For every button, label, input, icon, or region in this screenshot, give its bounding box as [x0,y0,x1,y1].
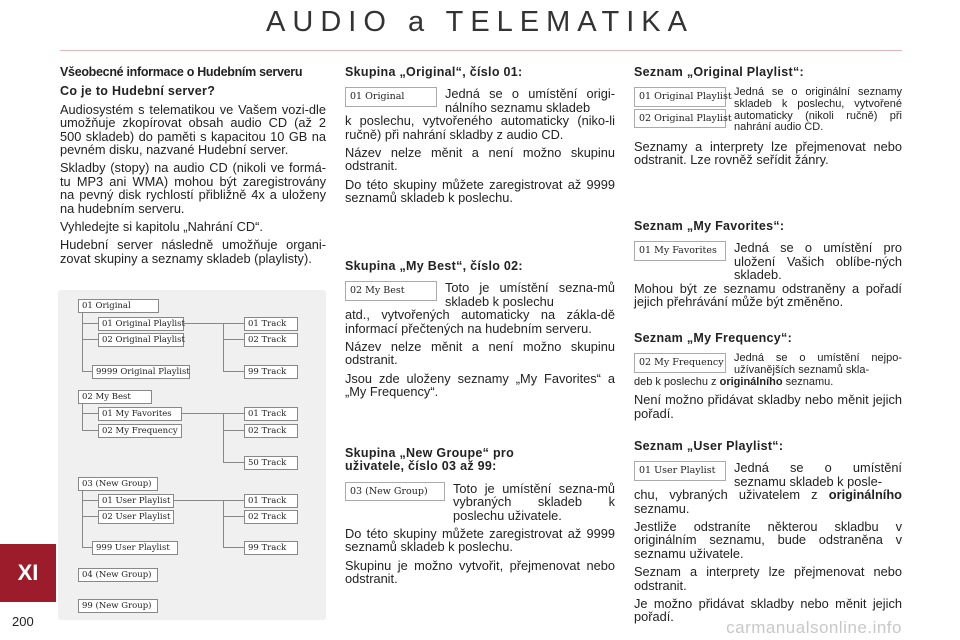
paragraph: Jedná se o umístění seznamu skladeb k posle- [734,460,902,489]
music-server-structure-diagram [58,290,326,620]
group-label-box: 02 My Best [345,281,437,300]
diagram-playlist: 01 User Playlist [98,494,174,508]
left-column [60,66,326,270]
section-heading: Seznam „Original Playlist“: [634,65,804,79]
diagram-track: 02 Track [244,510,298,524]
diagram-group-02: 02 My Best [78,390,152,404]
paragraph: Audiosystém s telematikou ve Vašem vozi-dle umožňuje zkopírovat obsah audio CD (až 2 500 skladeb) do paměti s kapacitou 10 GB na pevném disku, nazvané Hudební server. [60,101,326,158]
paragraph: Hudební server následně umožňuje organi-zovat skupiny a seznamy skladeb (playlisty). [60,237,326,266]
diagram-group-99: 99 (New Group) [78,599,158,613]
section-subheading: Co je to Hudební server? [60,84,216,99]
text: seznamu. [634,500,690,516]
section-heading: Seznam „User Playlist“: [634,439,784,453]
paragraph: Je možno přidávat skladby nebo měnit jejich pořadí. [634,596,902,625]
paragraph: Mohou být ze seznamu odstraněny a pořadí jejich přehrávání může být změněno. [634,280,902,310]
diagram-playlist: 01 Original Playlist [98,317,184,331]
section-heading: Skupina „New Groupe“ pro uživatele, číslo 03 až 99: [345,446,515,474]
right-column-section-4 [634,440,902,629]
diagram-track: 02 Track [244,333,298,347]
page-title: AUDIO a TELEMATIKA [266,6,694,38]
diagram-playlist: 02 Original Playlist [98,333,184,347]
right-column-section-3 [634,332,902,425]
middle-column-section-2 [345,260,615,404]
diagram-playlist: 01 My Favorites [98,407,182,421]
diagram-track: 02 Track [244,424,298,438]
text: chu, vybraných uživatelem z [634,487,829,503]
diagram-track: 01 Track [244,494,298,508]
diagram-playlist: 02 My Frequency [98,424,182,438]
section-heading: Seznam „My Frequency“: [634,331,793,345]
paragraph: Jedná se o umístění origi-nálního seznamu skladeb [445,86,615,115]
playlist-label-box: 02 Original Playlist [634,109,726,128]
paragraph: Jsou zde uloženy seznamy „My Favorites“ a „My Frequency“. [345,370,615,400]
diagram-track: 01 Track [244,317,298,331]
paragraph: Do této skupiny můžete zaregistrovat až 9999 seznamů skladeb k poslechu. [345,176,615,206]
text: seznamu. [782,375,834,388]
diagram-track: 99 Track [244,541,298,555]
diagram-group-03: 03 (New Group) [78,477,158,491]
diagram-playlist: 02 User Playlist [98,510,174,524]
paragraph: Skupinu je možno vytvořit, přejmenovat nebo odstranit. [345,557,615,587]
diagram-track: 99 Track [244,365,298,379]
diagram-playlist: 999 User Playlist [92,541,178,555]
text: deb k poslechu z [634,375,720,388]
right-column [634,66,902,172]
paragraph: Jedná se o umístění pro uložení Vašich oblíbe-ných skladeb. [734,240,902,283]
section-heading: Všeobecné informace o Hudebním serveru [60,65,303,79]
section-heading: Skupina „My Best“, číslo 02: [345,259,523,273]
chapter-tab: XI [0,544,56,602]
paragraph: Jedná se o umístění nejpo-užívanějších seznamů skla- [734,352,902,376]
paragraph: atd., vytvořených automaticky na zákla-dě informací přečtených na hudebním serveru. [345,307,615,336]
paragraph: Název nelze měnit a není možno skupinu odstranit. [345,339,615,368]
paragraph: Název nelze měnit a není možno skupinu odstranit. [345,145,615,174]
diagram-group-01: 01 Original [78,299,159,313]
paragraph: Není možno přidávat skladby nebo měnit jejich pořadí. [634,392,902,421]
emphasis: originálního [828,487,902,503]
middle-column-section-3 [345,447,615,591]
group-label-box: 03 (New Group) [345,482,445,501]
section-heading: Skupina „Original“, číslo 01: [345,65,523,79]
playlist-label-box: 02 My Frequency [634,353,726,372]
paragraph: Do této skupiny můžete zaregistrovat až 9999 seznamů skladeb k poslechu. [345,526,615,555]
paragraph: Jedná se o originální seznamy skladeb k poslechu, vytvořené automaticky (nikoli ručně) při nahrání audio CD. [734,86,902,134]
emphasis: originálního [719,375,783,388]
playlist-label-box: 01 User Playlist [634,461,726,480]
diagram-track: 50 Track [244,456,298,470]
paragraph: k poslechu, vytvořeného automaticky (niko-li ručně) při nahrání skladby z audio CD. [345,113,615,142]
playlist-label-box: 01 Original Playlist [634,87,726,106]
paragraph [634,488,902,515]
title-divider [60,50,902,51]
right-column-section-2 [634,220,902,313]
group-label-box: 01 Original [345,87,437,106]
diagram-playlist: 9999 Original Playlist [92,365,190,379]
watermark: carmanualsonline.info [726,618,902,637]
paragraph: Seznam a interprety lze přejmenovat nebo odstranit. [634,564,902,593]
paragraph: Toto je umístění sezna-mů skladeb k poslechu [445,280,615,309]
paragraph: Jestliže odstraníte některou skladbu v originálním seznamu, bude odstraněna v seznamu uživatele. [634,519,902,561]
paragraph [634,377,902,389]
paragraph: Skladby (stopy) na audio CD (nikoli ve formá-tu MP3 ani WMA) mohou být zaregistrovány na pevný disk rychlostí přibližně 4x a uloženy na hudebním serveru. [60,160,326,216]
paragraph: Toto je umístění sezna-mů vybraných skladeb k poslechu uživatele. [453,480,615,523]
page-number: 200 [12,614,34,629]
paragraph: Vyhledejte si kapitolu „Nahrání CD“. [60,219,263,235]
playlist-label-box: 01 My Favorites [634,241,726,260]
middle-column [345,66,615,210]
paragraph: Seznamy a interprety lze přejmenovat nebo odstranit. Lze rovněž seřídit žánry. [634,138,902,168]
diagram-group-04: 04 (New Group) [78,568,158,582]
section-heading: Seznam „My Favorites“: [634,219,785,233]
diagram-track: 01 Track [244,407,298,421]
